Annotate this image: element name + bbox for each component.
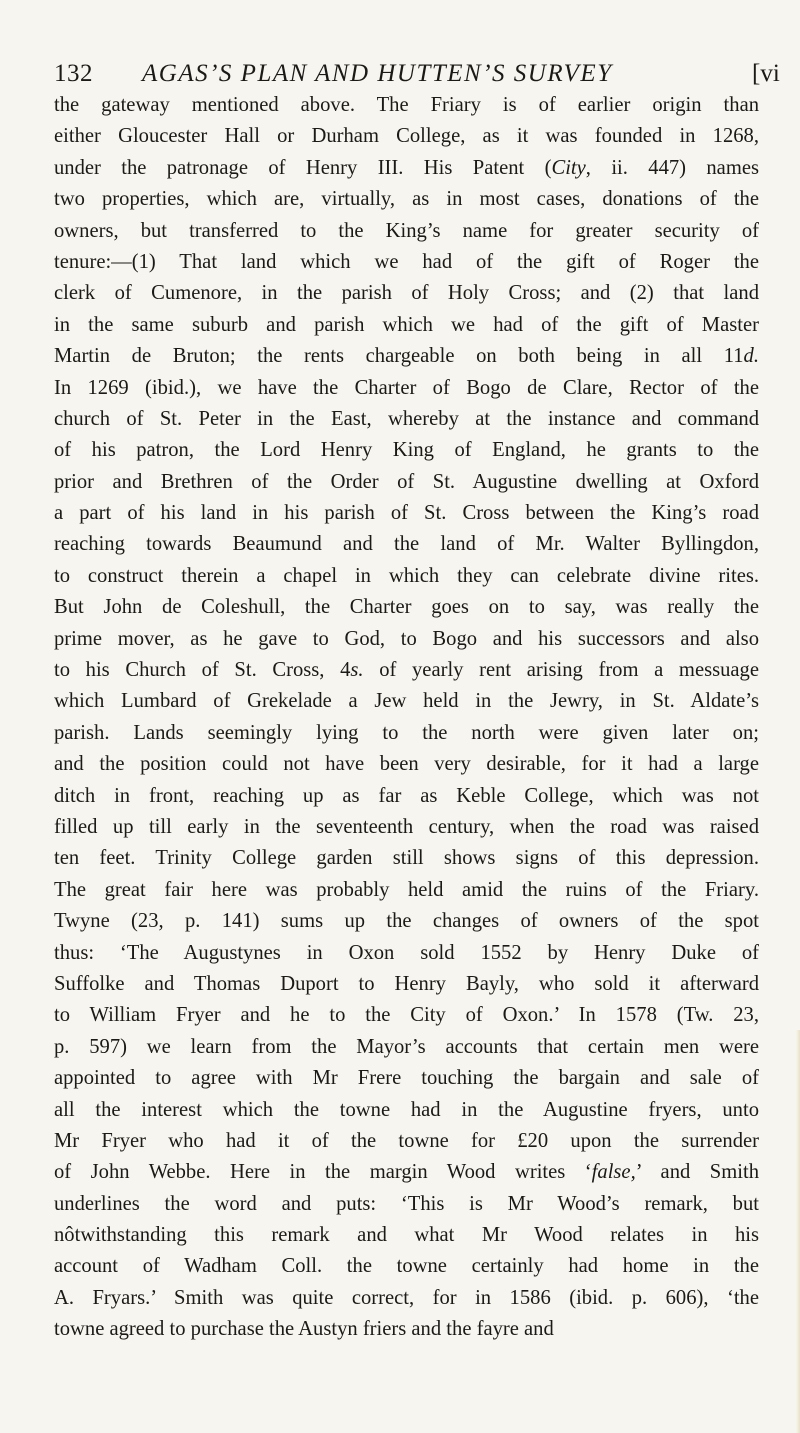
text-line: to William Fryer and he to the City of Oxon.’ In 1578 (Tw. 23,	[54, 1004, 759, 1027]
text-line: a part of his land in his parish of St. Cross between the King’s road	[54, 502, 759, 525]
text-line: and the position could not have been very desirable, for it had a large	[54, 753, 759, 776]
text-line: p. 597) we learn from the Mayor’s accounts that certain men were	[54, 1035, 759, 1058]
text-line: reaching towards Beaumund and the land of Mr. Walter Byllingdon,	[54, 533, 759, 556]
text-line: thus: ‘The Augustynes in Oxon sold 1552 by Henry Duke of	[54, 941, 759, 964]
text-line: prime mover, as he gave to God, to Bogo and his successors and also	[54, 627, 759, 650]
text-line: which Lumbard of Grekelade a Jew held in the Jewry, in St. Aldate’s	[54, 690, 759, 713]
text-line: Twyne (23, p. 141) sums up the changes of owners of the spot	[54, 910, 759, 933]
text-line: underlines the word and puts: ‘This is Mr Wood’s remark, but	[54, 1192, 759, 1215]
text-line: appointed to agree with Mr Frere touching the bargain and sale of	[54, 1067, 759, 1090]
text-line: two properties, which are, virtually, as in most cases, donations of the	[54, 188, 759, 211]
text-line: Mr Fryer who had it of the towne for £20 upon the surrender	[54, 1129, 759, 1152]
text-line: either Gloucester Hall or Durham College, as it was founded in 1268,	[54, 125, 759, 148]
text-line: owners, but transferred to the King’s name for greater security of	[54, 219, 759, 242]
text-line: under the patronage of Henry III. His Patent (City, ii. 447) names	[54, 156, 759, 179]
body-text	[54, 90, 759, 1346]
text-line: of John Webbe. Here in the margin Wood writes ‘false,’ and Smith	[54, 1161, 759, 1184]
text-line: ditch in front, reaching up as far as Keble College, which was not	[54, 784, 759, 807]
text-line: In 1269 (ibid.), we have the Charter of Bogo de Clare, Rector of the	[54, 376, 759, 399]
text-line: all the interest which the towne had in the Augustine fryers, unto	[54, 1098, 759, 1121]
page-edge-shadow	[796, 1030, 800, 1433]
text-line: to construct therein a chapel in which they can celebrate divine rites.	[54, 564, 759, 587]
text-line: of his patron, the Lord Henry King of England, he grants to the	[54, 439, 759, 462]
text-line: account of Wadham Coll. the towne certainly had home in the	[54, 1255, 759, 1278]
text-line: prior and Brethren of the Order of St. Augustine dwelling at Oxford	[54, 470, 759, 493]
text-line: But John de Coleshull, the Charter goes on to say, was really the	[54, 596, 759, 619]
text-line: church of St. Peter in the East, whereby at the instance and command	[54, 407, 759, 430]
text-line: Suffolke and Thomas Duport to Henry Bayly, who sold it afterward	[54, 972, 759, 995]
page-number: 132	[54, 60, 93, 87]
text-line: towne agreed to purchase the Austyn friers and the fayre and	[54, 1318, 554, 1341]
text-line: Martin de Bruton; the rents chargeable on both being in all 11d.	[54, 345, 759, 368]
section-mark: [vi	[752, 60, 780, 87]
running-title: AGAS’S PLAN AND HUTTEN’S SURVEY	[142, 60, 613, 87]
text-line: in the same suburb and parish which we had of the gift of Master	[54, 313, 759, 336]
text-line: parish. Lands seemingly lying to the north were given later on;	[54, 721, 759, 744]
text-line: the gateway mentioned above. The Friary is of earlier origin than	[54, 94, 759, 116]
text-line: The great fair here was probably held amid the ruins of the Friary.	[54, 878, 759, 901]
text-line: tenure:—(1) That land which we had of the gift of Roger the	[54, 250, 759, 273]
text-line: A. Fryars.’ Smith was quite correct, for in 1586 (ibid. p. 606), ‘the	[54, 1286, 759, 1309]
text-line: clerk of Cumenore, in the parish of Holy Cross; and (2) that land	[54, 282, 759, 305]
text-line: filled up till early in the seventeenth century, when the road was raised	[54, 815, 759, 838]
text-line: to his Church of St. Cross, 4s. of yearly rent arising from a messuage	[54, 659, 759, 682]
text-line: ten feet. Trinity College garden still shows signs of this depression.	[54, 847, 759, 870]
text-line: nôtwithstanding this remark and what Mr Wood relates in his	[54, 1224, 759, 1247]
